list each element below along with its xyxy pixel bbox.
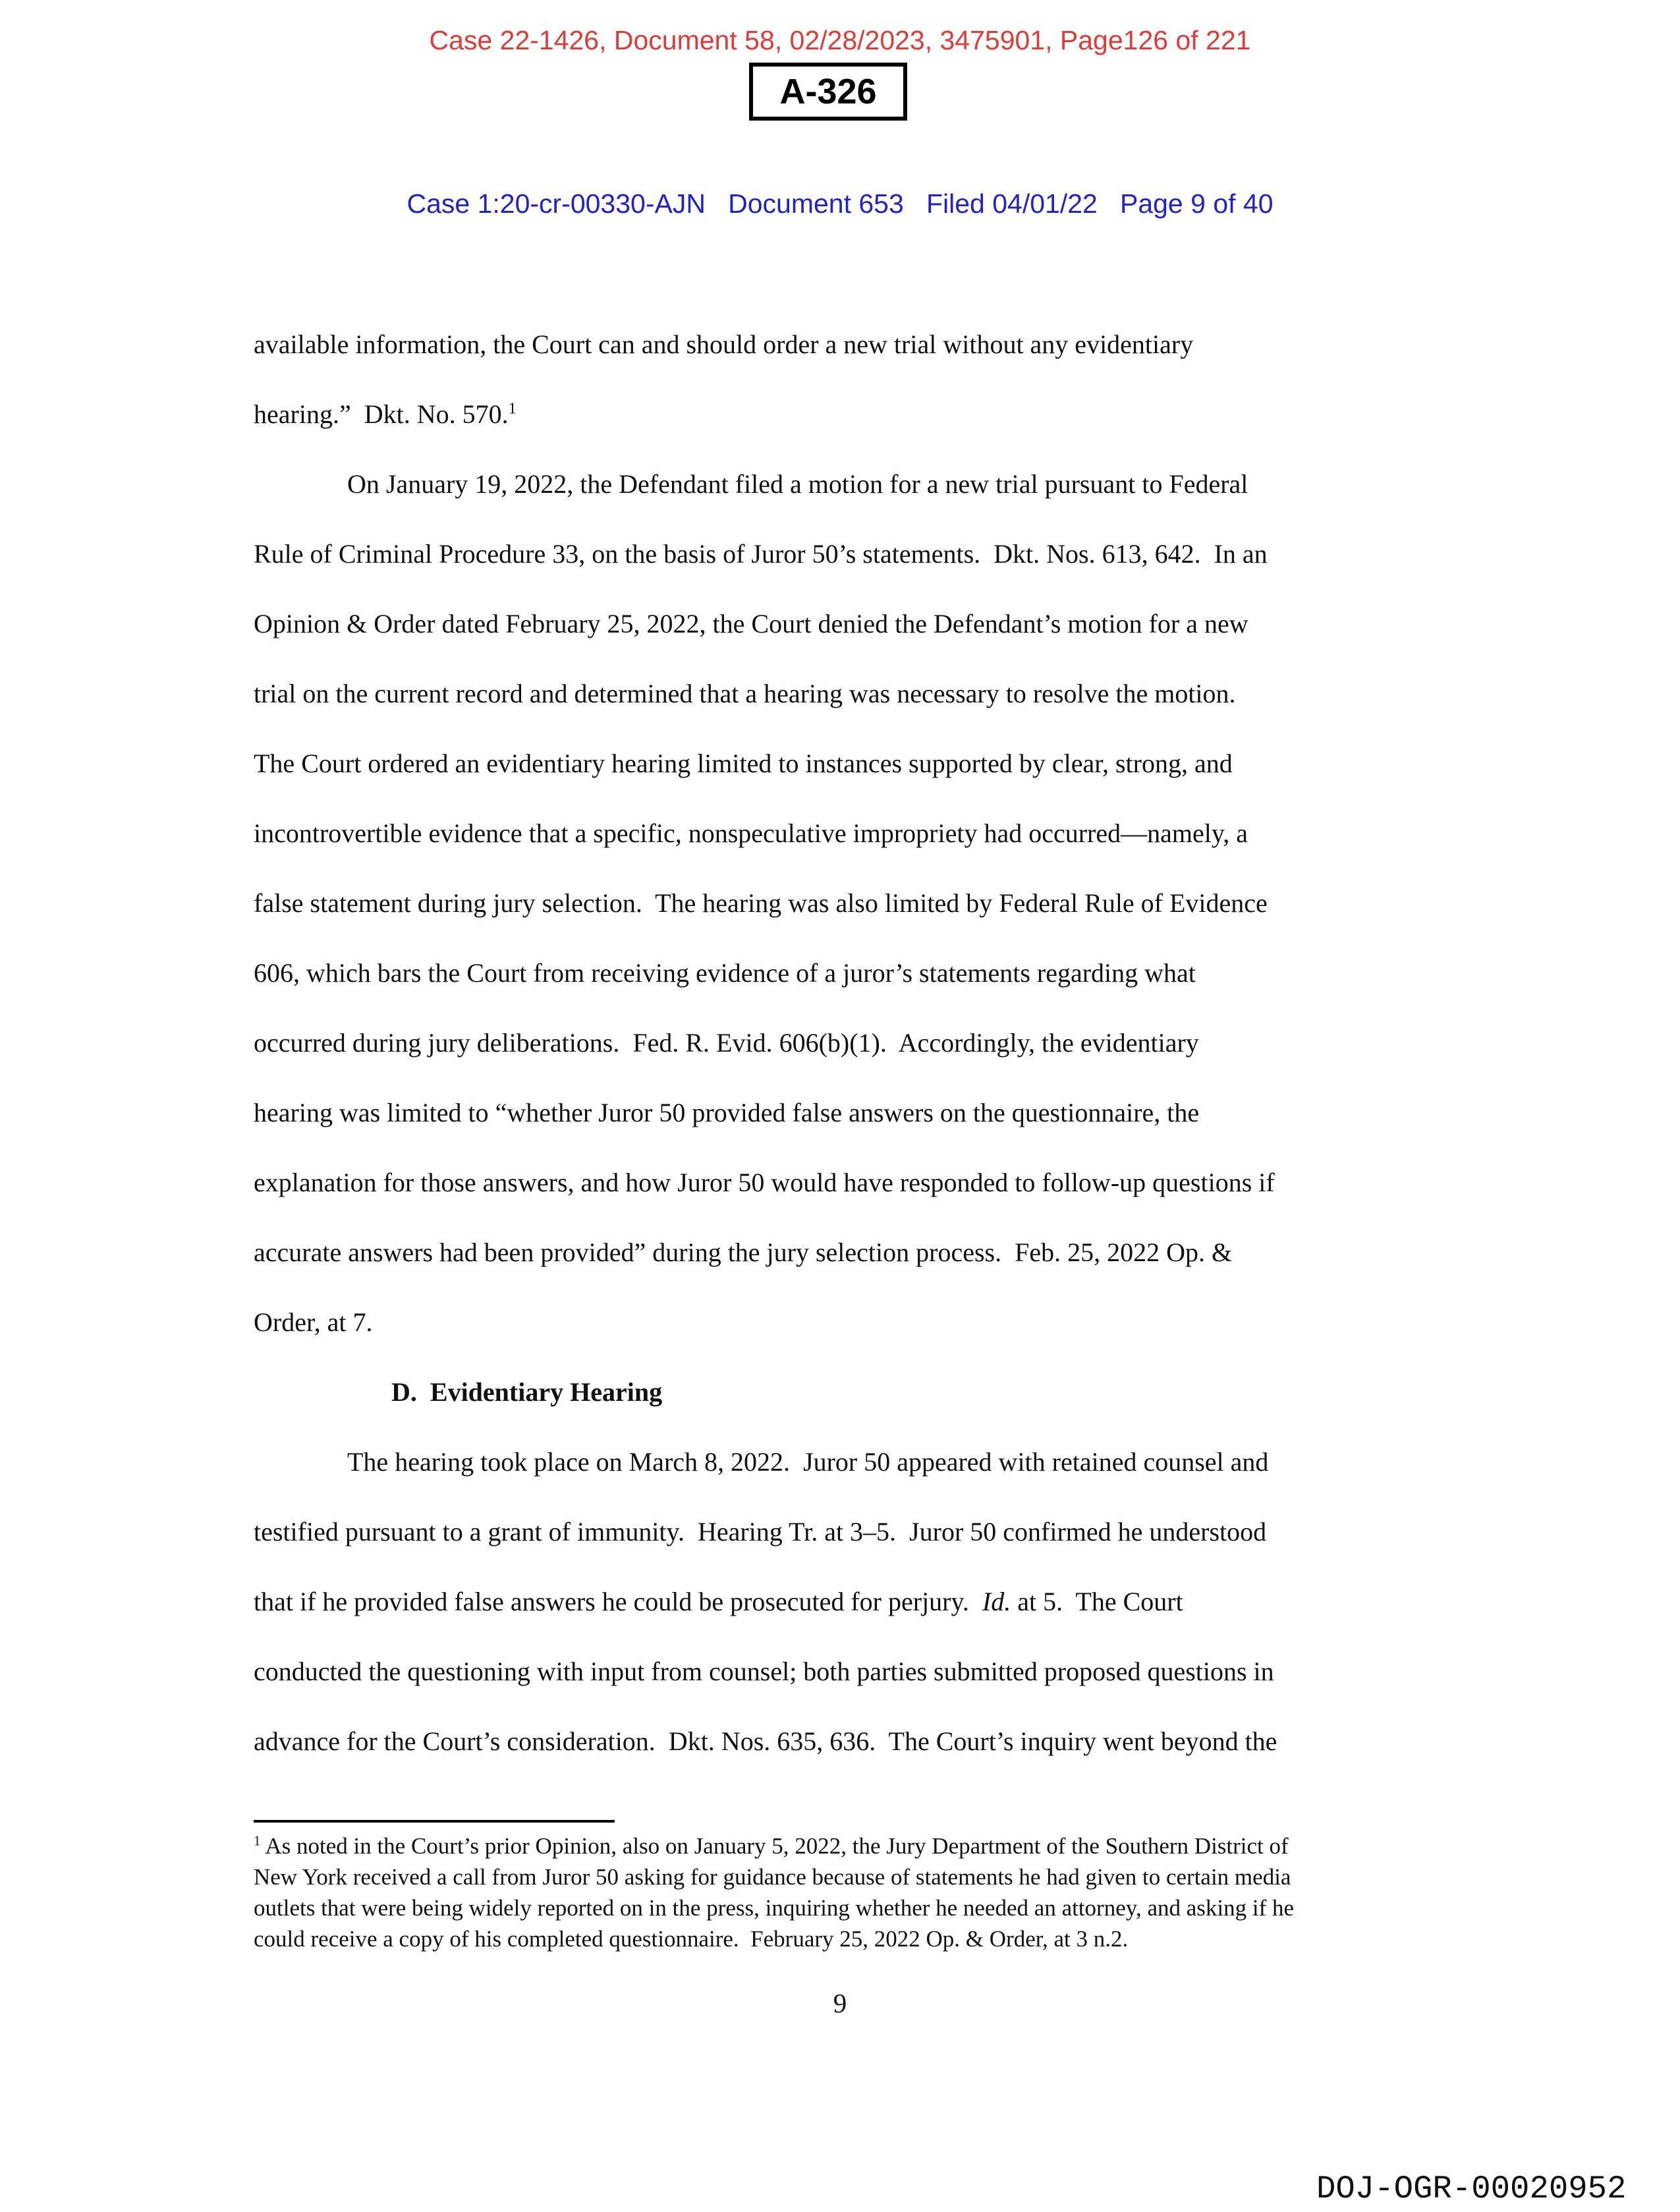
body-line: occurred during jury deliberations. Fed. R. Evid. 606(b)(1). Accordingly, the evidentiary (254, 1028, 1199, 1058)
body-line: On January 19, 2022, the Defendant filed a motion for a new trial pursuant to Federal (347, 469, 1248, 499)
body-line: The Court ordered an evidentiary hearing limited to instances supported by clear, strong, and (254, 749, 1233, 778)
footnote-line: could receive a copy of his completed questionnaire. February 25, 2022 Op. & Order, at 3 n.2. (254, 1926, 1129, 1952)
body-line: The hearing took place on March 8, 2022. Juror 50 appeared with retained counsel and (347, 1447, 1269, 1477)
body-line: Opinion & Order dated February 25, 2022, the Court denied the Defendant’s motion for a new (254, 609, 1248, 638)
section-heading: D. Evidentiary Hearing (391, 1377, 663, 1407)
body-text (254, 310, 1459, 1776)
footnote-line: $^1$ As noted in the Court’s prior Opinion, also on January 5, 2022, the Jury Department of the Southern District of (254, 1832, 1289, 1859)
body-line: advance for the Court’s consideration. Dkt. Nos. 635, 636. The Court’s inquiry went beyond the (254, 1726, 1277, 1756)
body-line: hearing was limited to “whether Juror 50 provided false answers on the questionnaire, the (254, 1098, 1200, 1127)
page-number: 9 (833, 1988, 847, 2018)
appeal-case-stamp: Case 22-1426, Document 58, 02/28/2023, 3475901, Page126 of 221 (429, 25, 1251, 55)
appendix-page-label-box (749, 63, 907, 121)
footnote-line: outlets that were being widely reported on in the press, inquiring whether he needed an attorney, and asking if he (254, 1895, 1295, 1921)
body-line: incontrovertible evidence that a specific, nonspeculative impropriety had occurred—namely, a (254, 818, 1248, 848)
district-case-stamp: Case 1:20-cr-00330-AJN Document 653 Filed 04/01/22 Page 9 of 40 (406, 188, 1274, 219)
body-line: Rule of Criminal Procedure 33, on the basis of Juror 50’s statements. Dkt. Nos. 613, 642. In an (254, 539, 1268, 569)
body-line: 606, which bars the Court from receiving evidence of a juror’s statements regarding what (254, 958, 1196, 988)
appendix-page-label: A-326 (779, 72, 877, 111)
body-line: Order, at 7. (254, 1307, 373, 1337)
body-line: available information, the Court can and should order a new trial without any evidentiary (254, 329, 1194, 359)
footnote-text (254, 1830, 1433, 1954)
body-line: conducted the questioning with input from counsel; both parties submitted proposed questions in (254, 1657, 1274, 1686)
body-line: hearing.” Dkt. No. 570.$^1$ (254, 399, 517, 429)
footnote-line: New York received a call from Juror 50 asking for guidance because of statements he had given to certain media (254, 1864, 1291, 1890)
body-line: that if he provided false answers he could be prosecuted for perjury. Id. at 5. The Court (254, 1587, 1183, 1616)
body-line: testified pursuant to a grant of immunity. Hearing Tr. at 3–5. Juror 50 confirmed he understood (254, 1517, 1267, 1546)
bates-number: DOJ-OGR-00020952 (1316, 2170, 1627, 2207)
footnote-separator-rule (254, 1820, 615, 1823)
body-line: explanation for those answers, and how Juror 50 would have responded to follow-up questions if (254, 1168, 1275, 1197)
body-line: trial on the current record and determined that a hearing was necessary to resolve the motion. (254, 679, 1236, 708)
body-line: false statement during jury selection. The hearing was also limited by Federal Rule of Evidence (254, 888, 1268, 918)
body-line: accurate answers had been provided” during the jury selection process. Feb. 25, 2022 Op. & (254, 1237, 1233, 1267)
